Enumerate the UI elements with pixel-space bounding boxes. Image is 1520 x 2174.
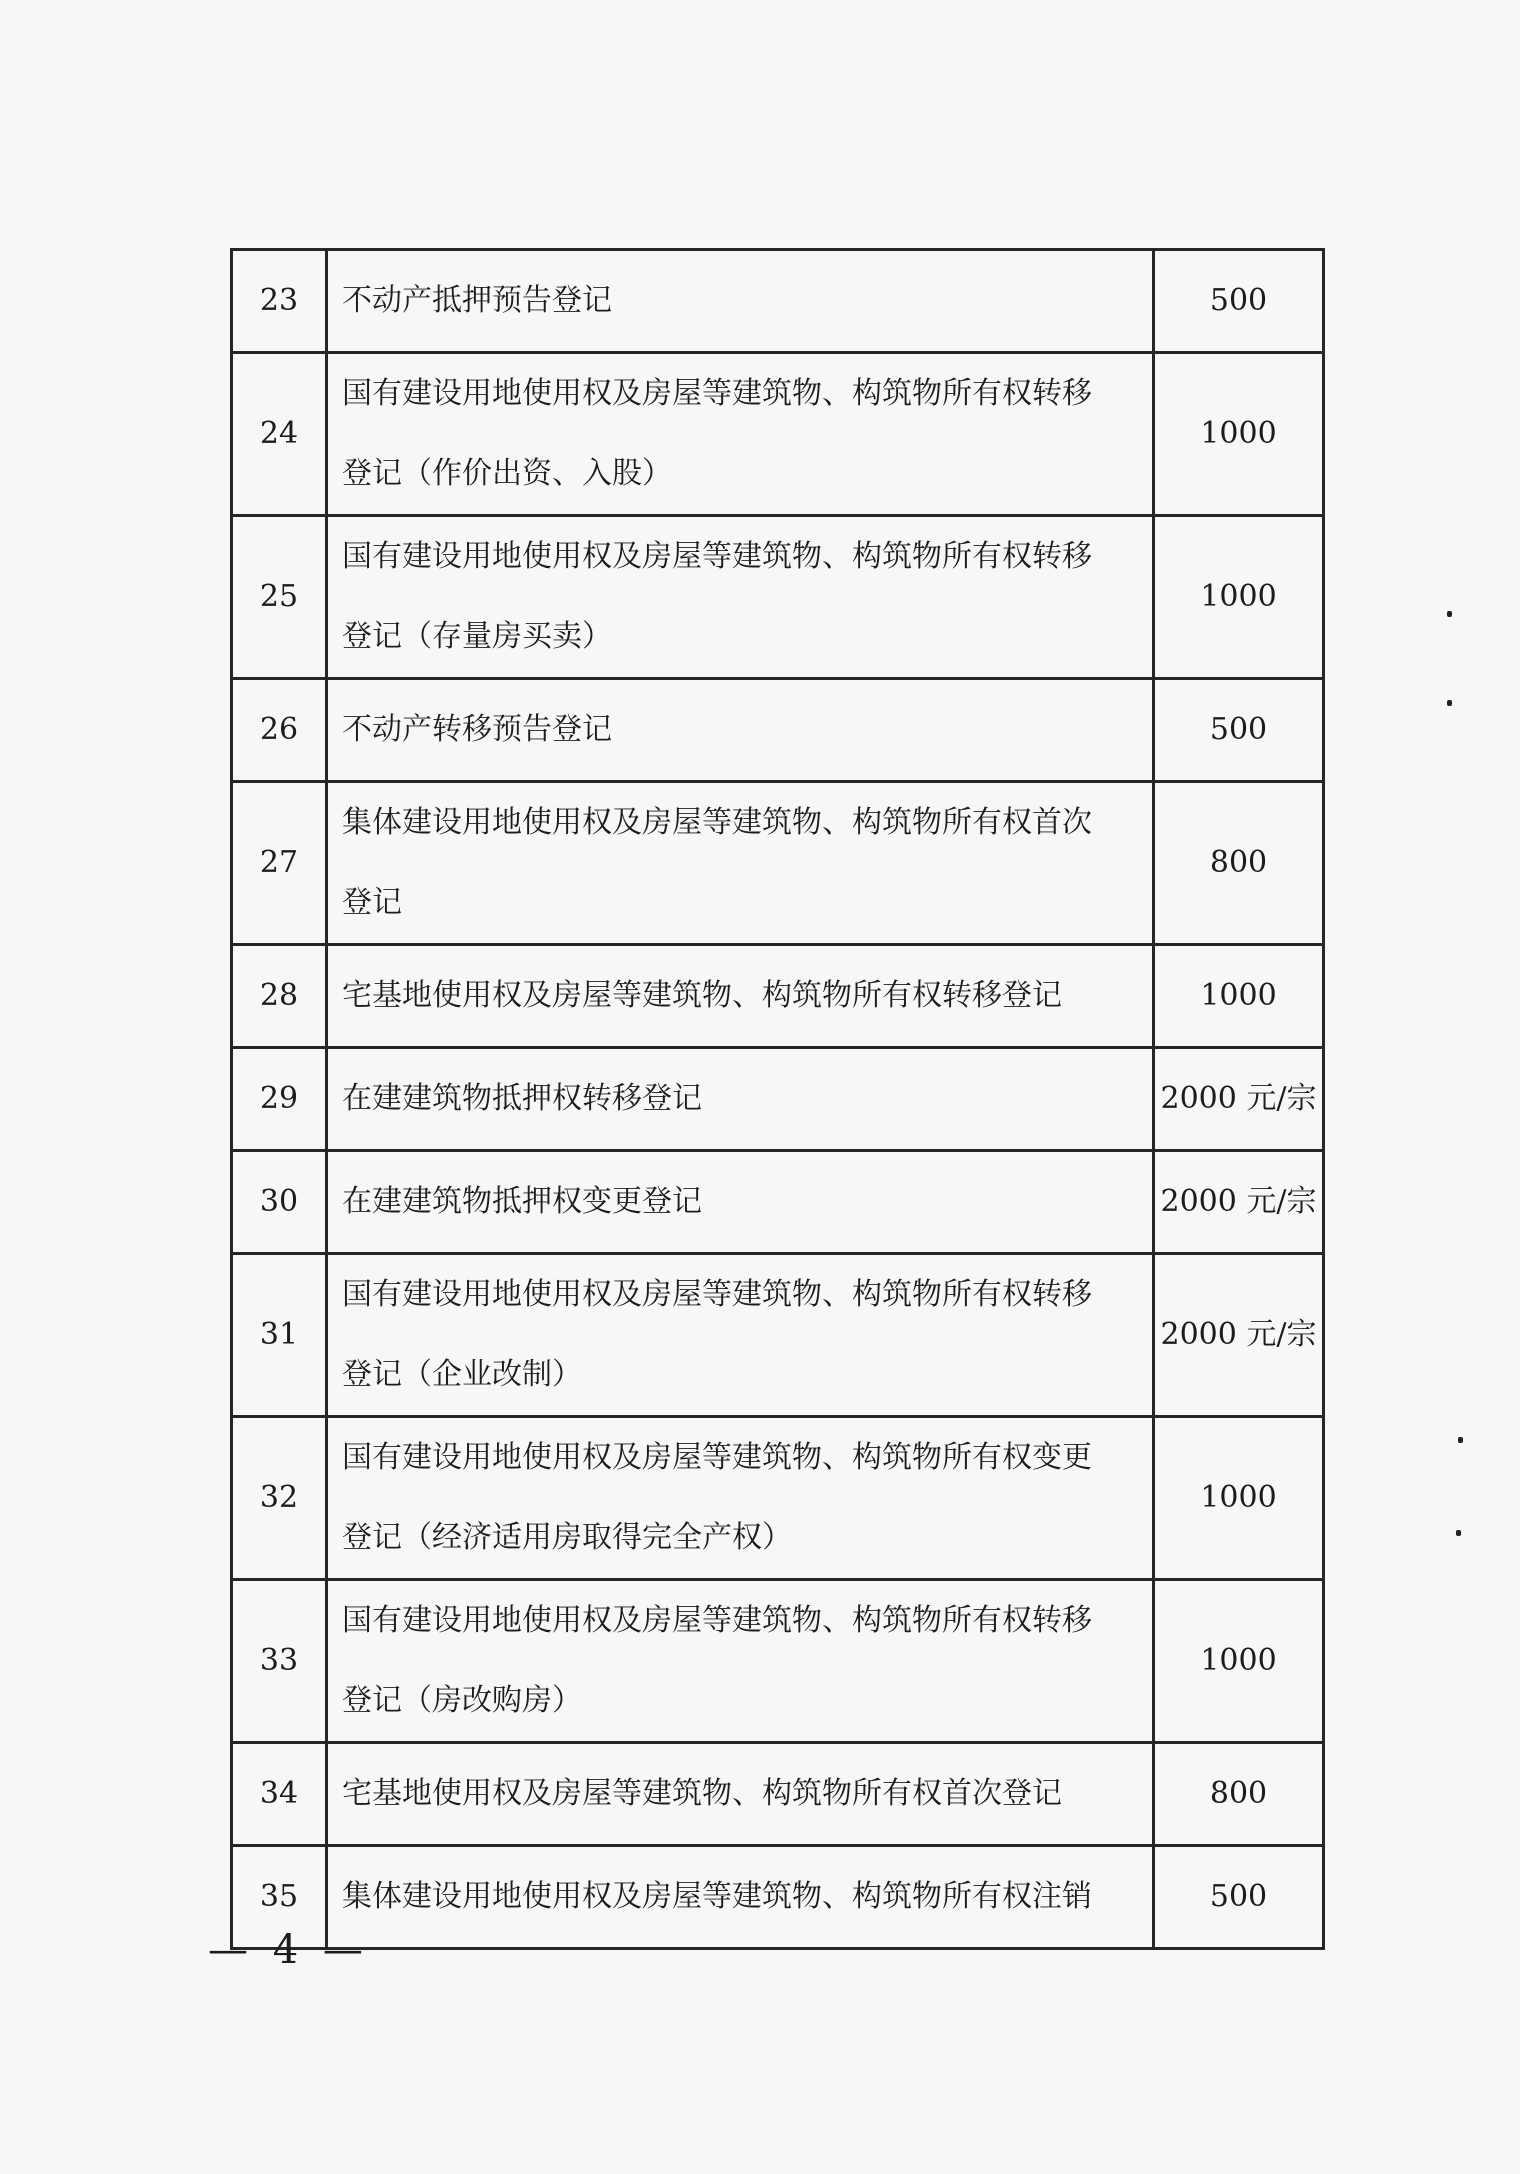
item-name xyxy=(327,945,1154,1048)
fee-amount: 500 xyxy=(1154,1846,1324,1949)
item-name-line: 集体建设用地使用权及房屋等建筑物、构筑物所有权首次 xyxy=(342,805,1092,840)
item-name-line: 不动产抵押预告登记 xyxy=(342,283,612,318)
fee-amount: 1000 xyxy=(1154,353,1324,516)
item-name xyxy=(327,1743,1154,1846)
item-name-line: 不动产转移预告登记 xyxy=(342,712,612,747)
fee-amount: 2000 元/宗 xyxy=(1154,1048,1324,1151)
fee-table xyxy=(230,248,1325,1950)
scan-speck xyxy=(1458,1437,1463,1443)
item-name-line: 宅基地使用权及房屋等建筑物、构筑物所有权首次登记 xyxy=(342,1776,1062,1811)
fee-amount: 1000 xyxy=(1154,1580,1324,1743)
scan-speck xyxy=(1447,611,1452,617)
fee-amount: 1000 xyxy=(1154,516,1324,679)
item-name-line: 登记（企业改制） xyxy=(342,1357,582,1392)
row-number: 33 xyxy=(232,1580,327,1743)
table-row xyxy=(232,1846,1324,1949)
fee-amount: 2000 元/宗 xyxy=(1154,1254,1324,1417)
scan-speck xyxy=(1456,1530,1461,1536)
item-name xyxy=(327,1151,1154,1254)
row-number: 29 xyxy=(232,1048,327,1151)
item-name xyxy=(327,782,1154,945)
item-name xyxy=(327,679,1154,782)
row-number: 27 xyxy=(232,782,327,945)
item-name xyxy=(327,1580,1154,1743)
table-row xyxy=(232,1254,1324,1417)
fee-amount: 800 xyxy=(1154,1743,1324,1846)
fee-amount: 800 xyxy=(1154,782,1324,945)
item-name-line: 登记 xyxy=(342,885,402,920)
item-name xyxy=(327,250,1154,353)
page-number: — 4 — xyxy=(208,1927,369,1973)
row-number: 26 xyxy=(232,679,327,782)
table-row xyxy=(232,516,1324,679)
row-number: 34 xyxy=(232,1743,327,1846)
item-name-line: 集体建设用地使用权及房屋等建筑物、构筑物所有权注销 xyxy=(342,1879,1092,1914)
table-row xyxy=(232,782,1324,945)
row-number: 23 xyxy=(232,250,327,353)
item-name-line: 国有建设用地使用权及房屋等建筑物、构筑物所有权转移 xyxy=(342,539,1092,574)
item-name-line: 国有建设用地使用权及房屋等建筑物、构筑物所有权转移 xyxy=(342,376,1092,411)
item-name-line: 登记（作价出资、入股） xyxy=(342,456,672,491)
item-name xyxy=(327,353,1154,516)
row-number: 31 xyxy=(232,1254,327,1417)
fee-amount: 1000 xyxy=(1154,945,1324,1048)
table-row xyxy=(232,1151,1324,1254)
table-row xyxy=(232,1743,1324,1846)
fee-amount: 2000 元/宗 xyxy=(1154,1151,1324,1254)
row-number: 28 xyxy=(232,945,327,1048)
item-name-line: 国有建设用地使用权及房屋等建筑物、构筑物所有权转移 xyxy=(342,1603,1092,1638)
table-row xyxy=(232,250,1324,353)
fee-amount: 500 xyxy=(1154,679,1324,782)
table-row xyxy=(232,945,1324,1048)
row-number: 24 xyxy=(232,353,327,516)
item-name-line: 国有建设用地使用权及房屋等建筑物、构筑物所有权转移 xyxy=(342,1277,1092,1312)
table-row xyxy=(232,1048,1324,1151)
row-number: 35 xyxy=(232,1846,327,1949)
item-name-line: 在建建筑物抵押权变更登记 xyxy=(342,1184,702,1219)
item-name-line: 宅基地使用权及房屋等建筑物、构筑物所有权转移登记 xyxy=(342,978,1062,1013)
item-name xyxy=(327,1417,1154,1580)
fee-amount: 1000 xyxy=(1154,1417,1324,1580)
item-name-line: 国有建设用地使用权及房屋等建筑物、构筑物所有权变更 xyxy=(342,1440,1092,1475)
table-row xyxy=(232,1417,1324,1580)
scan-speck xyxy=(1447,700,1452,706)
item-name xyxy=(327,1048,1154,1151)
item-name-line: 登记（经济适用房取得完全产权） xyxy=(342,1520,792,1555)
item-name-line: 登记（存量房买卖） xyxy=(342,619,612,654)
item-name xyxy=(327,1846,1154,1949)
row-number: 25 xyxy=(232,516,327,679)
row-number: 30 xyxy=(232,1151,327,1254)
item-name-line: 登记（房改购房） xyxy=(342,1683,582,1718)
item-name xyxy=(327,1254,1154,1417)
table-row xyxy=(232,679,1324,782)
item-name-line: 在建建筑物抵押权转移登记 xyxy=(342,1081,702,1116)
table-row xyxy=(232,1580,1324,1743)
row-number: 32 xyxy=(232,1417,327,1580)
fee-table-body xyxy=(232,250,1324,1949)
fee-amount: 500 xyxy=(1154,250,1324,353)
item-name xyxy=(327,516,1154,679)
table-row xyxy=(232,353,1324,516)
